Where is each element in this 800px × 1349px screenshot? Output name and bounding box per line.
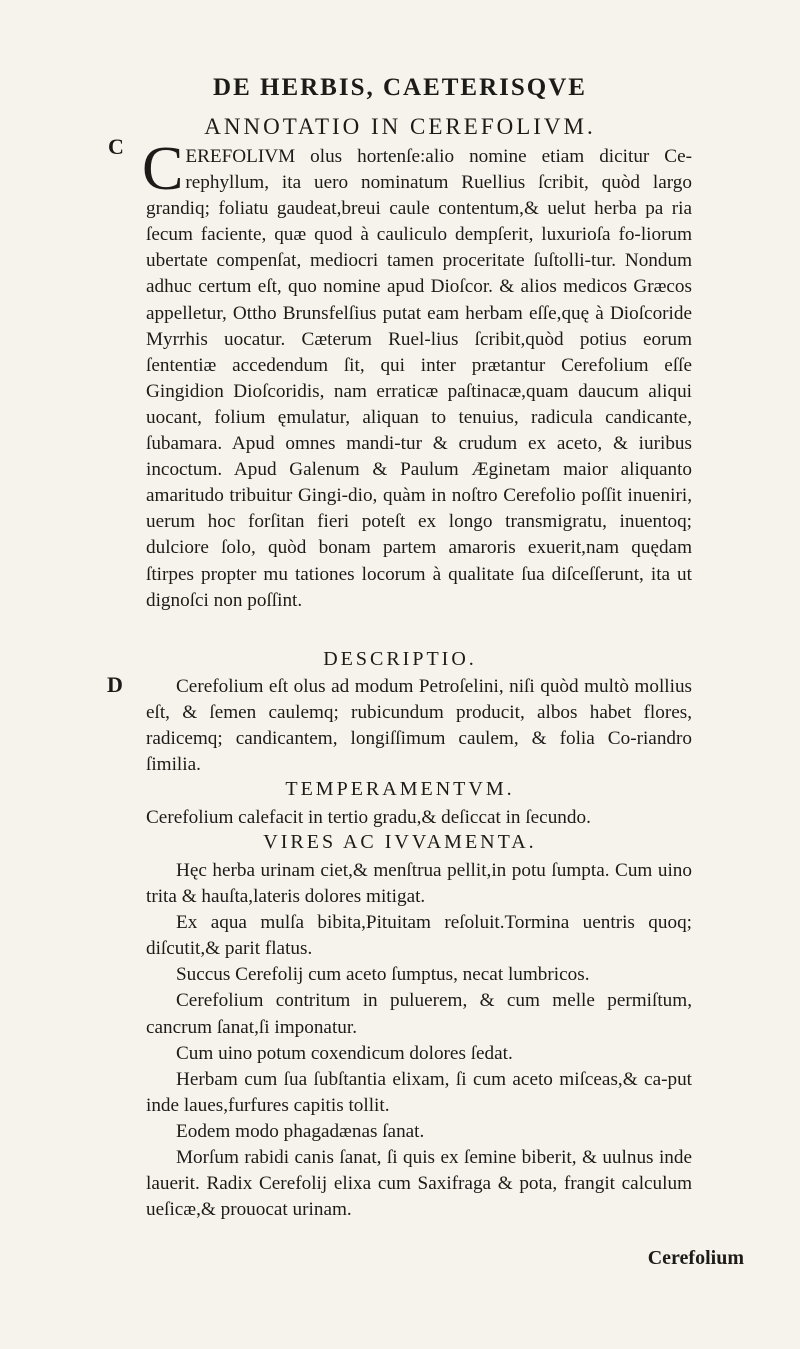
vires-item: Cum uino potum coxendicum dolores ſedat. xyxy=(176,1042,513,1064)
temperamentum-paragraph xyxy=(146,805,692,831)
vires-heading: VIRES AC IVVAMENTA. xyxy=(263,831,537,853)
annotation-text: EREFOLIVM olus hortenſe:alio nomine etiam dicitur Ce-rephyllum, ita uero nominatum Ruellius ſcribit, quòd largo grandiq; foliatu gaudeat,breui caule contentum,& uelut herba pa ria ſecum faciente, quæ quod à cauliculo dempſerit, luxurioſa fo-liorum ubertate compenſat, mediocri tamen proceritate ſuſtolli-tur. Nondum adhuc certum eſt, quo nomine apud Dioſcor. & alios medicos Græcos appelletur, Ottho Brunsfelſius putat eam herbam eſſe,quę à Dioſcoride Myrrhis uocatur. Cæterum Ruel-lius ſcribit,quòd potius eorum ſententiæ accedendum ſit, qui inter prætantur Cerefolium eſſe Gingidion Dioſcoridis, nam erraticæ paſtinacæ,quam daucum aliqui uocant, folium ęmulatur, aliquan to tenuius, radicula candicante, ſubamara. Apud omnes mandi-tur & crudum ex aceto, & iuribus incoctum. Apud Galenum & Paulum Æginetam maior aliquanto amaritudo tribuitur Gingi-dio, quàm in noſtro Cerefolio poſſit inueniri, uerum hoc forſitan fieri poteſt ex longo transmigratu, inuentoq; dulciore ſolo, quòd bonam partem amaroris exuerit,nam quędam ſtirpes propter mu tationes locorum à qualitate ſua diſceſſerunt, ita ut dignoſci non poſſint. xyxy=(146,146,692,611)
descriptio-paragraph xyxy=(146,674,692,778)
temperamentum-text: Cerefolium calefacit in tertio gradu,& deſiccat in ſecundo. xyxy=(146,807,591,828)
vires-item: Ex aqua mulſa bibita,Pituitam reſoluit.Tormina uentris quoq; diſcutit,& parit flatus. xyxy=(146,912,692,960)
descriptio-text: Cerefolium eſt olus ad modum Petroſelini, niſi quòd multò mollius eſt, & ſemen caulemq; rubicundum producit, albos habet flores, radicemq; candicantem, longiſſimum caulem, & folia Co-riandro ſimilia. xyxy=(146,676,692,776)
descriptio-heading: DESCRIPTIO. xyxy=(323,648,477,670)
temperamentum-heading: TEMPERAMENTVM. xyxy=(285,778,515,800)
running-head: DE HERBIS, CAETERISQVE xyxy=(213,74,587,101)
annotation-title: ANNOTATIO IN CEREFOLIVM. xyxy=(204,114,596,139)
vires-item: Succus Cerefolij cum aceto ſumptus, necat lumbricos. xyxy=(176,964,590,986)
annotation-paragraph xyxy=(142,135,692,614)
vires-list xyxy=(146,858,692,1223)
catchword: Cerefolium xyxy=(647,1247,744,1269)
vires-item: Hęc herba urinam ciet,& menſtrua pellit,in potu ſumpta. Cum uino trita & hauſta,lateris dolores mitigat. xyxy=(146,860,692,908)
margin-letter-d: D xyxy=(107,672,123,697)
vires-item: Herbam cum ſua ſubſtantia elixam, ſi cum aceto miſceas,& ca-put inde laues,furfures capitis tollit. xyxy=(146,1068,692,1116)
vires-item: Eodem modo phagadænas ſanat. xyxy=(176,1120,425,1142)
vires-item: Morſum rabidi canis ſanat, ſi quis ex ſemine biberit, & uulnus inde lauerit. Radix Cerefolij elixa cum Saxifraga & pota, frangit calculum ueſicæ,& prouocat urinam. xyxy=(146,1147,692,1221)
drop-cap: C xyxy=(142,135,184,203)
vires-item: Cerefolium contritum in puluerem, & cum melle permiſtum, cancrum ſanat,ſi imponatur. xyxy=(146,990,692,1038)
margin-letter-c: C xyxy=(108,134,124,159)
